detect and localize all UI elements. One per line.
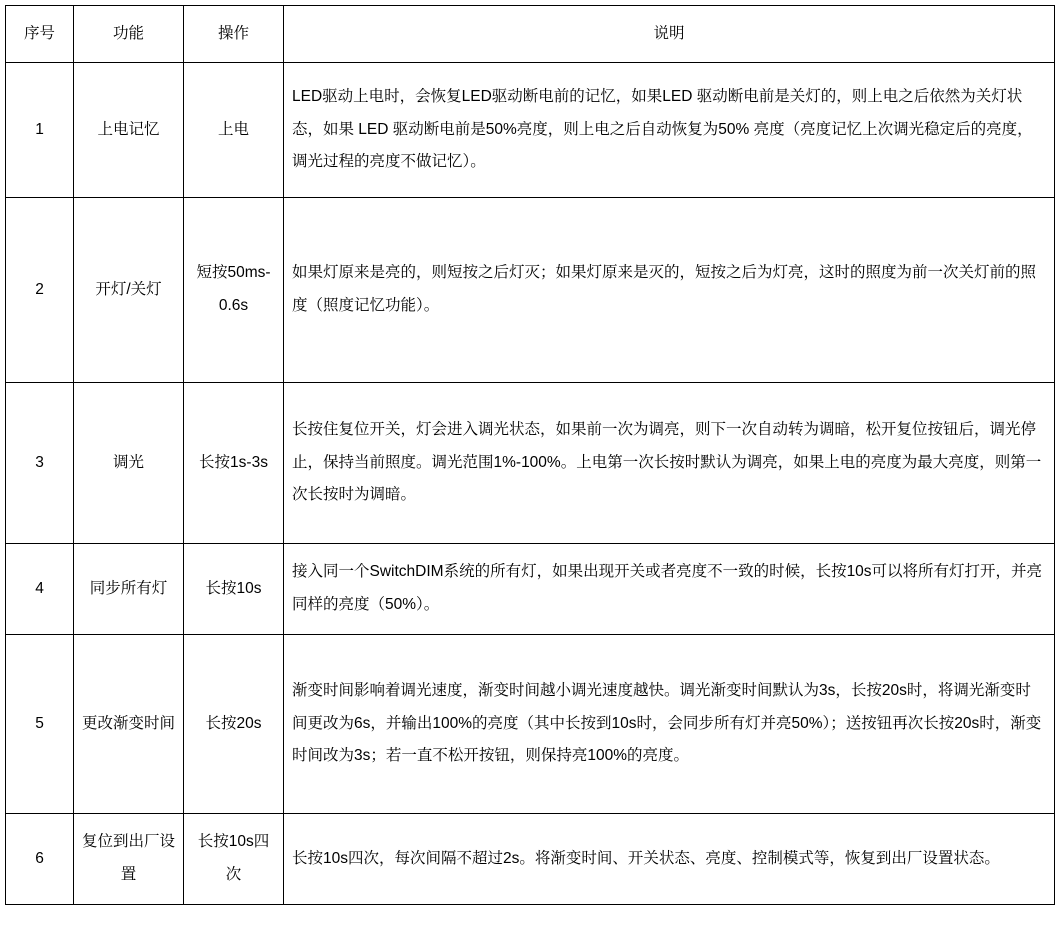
cell-index: 5 bbox=[6, 635, 74, 814]
cell-function: 更改渐变时间 bbox=[74, 635, 184, 814]
document-sheet bbox=[5, 5, 1054, 905]
cell-operation: 长按10s bbox=[184, 544, 284, 635]
cell-index: 1 bbox=[6, 63, 74, 198]
cell-operation: 长按10s四次 bbox=[184, 814, 284, 905]
cell-description: 如果灯原来是亮的，则短按之后灯灭；如果灯原来是灭的，短按之后为灯亮，这时的照度为前一次关灯前的照度（照度记忆功能）。 bbox=[284, 198, 1055, 383]
cell-index: 6 bbox=[6, 814, 74, 905]
cell-function: 上电记忆 bbox=[74, 63, 184, 198]
cell-operation: 上电 bbox=[184, 63, 284, 198]
cell-index: 3 bbox=[6, 383, 74, 544]
table-row bbox=[6, 544, 1055, 635]
cell-operation: 长按1s-3s bbox=[184, 383, 284, 544]
table-body bbox=[6, 63, 1055, 905]
table-row bbox=[6, 635, 1055, 814]
table-row bbox=[6, 383, 1055, 544]
table-header bbox=[6, 6, 1055, 63]
cell-operation: 短按50ms-0.6s bbox=[184, 198, 284, 383]
table-row bbox=[6, 814, 1055, 905]
cell-function: 同步所有灯 bbox=[74, 544, 184, 635]
cell-description: 长按住复位开关，灯会进入调光状态，如果前一次为调亮，则下一次自动转为调暗，松开复位按钮后，调光停止，保持当前照度。调光范围1%-100%。上电第一次长按时默认为调亮，如果上电的亮度为最大亮度，则第一次长按时为调暗。 bbox=[284, 383, 1055, 544]
table-row bbox=[6, 198, 1055, 383]
table-row bbox=[6, 63, 1055, 198]
cell-function: 复位到出厂设置 bbox=[74, 814, 184, 905]
cell-function: 调光 bbox=[74, 383, 184, 544]
cell-index: 4 bbox=[6, 544, 74, 635]
column-header-index: 序号 bbox=[6, 6, 74, 63]
column-header-function: 功能 bbox=[74, 6, 184, 63]
table-header-row bbox=[6, 6, 1055, 63]
column-header-description: 说明 bbox=[284, 6, 1055, 63]
function-spec-table bbox=[5, 5, 1055, 905]
cell-operation: 长按20s bbox=[184, 635, 284, 814]
cell-description: LED驱动上电时，会恢复LED驱动断电前的记忆，如果LED 驱动断电前是关灯的，则上电之后依然为关灯状态，如果 LED 驱动断电前是50%亮度，则上电之后自动恢复为50% 亮度（亮度记忆上次调光稳定后的亮度，调光过程的亮度不做记忆）。 bbox=[284, 63, 1055, 198]
cell-description: 接入同一个SwitchDIM系统的所有灯，如果出现开关或者亮度不一致的时候，长按10s可以将所有灯打开，并亮同样的亮度（50%）。 bbox=[284, 544, 1055, 635]
cell-index: 2 bbox=[6, 198, 74, 383]
cell-description: 渐变时间影响着调光速度，渐变时间越小调光速度越快。调光渐变时间默认为3s，长按20s时，将调光渐变时间更改为6s，并输出100%的亮度（其中长按到10s时，会同步所有灯并亮50%）；送按钮再次长按20s时，渐变时间改为3s；若一直不松开按钮，则保持亮100%的亮度。 bbox=[284, 635, 1055, 814]
cell-function: 开灯/关灯 bbox=[74, 198, 184, 383]
cell-description: 长按10s四次，每次间隔不超过2s。将渐变时间、开关状态、亮度、控制模式等，恢复到出厂设置状态。 bbox=[284, 814, 1055, 905]
column-header-operation: 操作 bbox=[184, 6, 284, 63]
